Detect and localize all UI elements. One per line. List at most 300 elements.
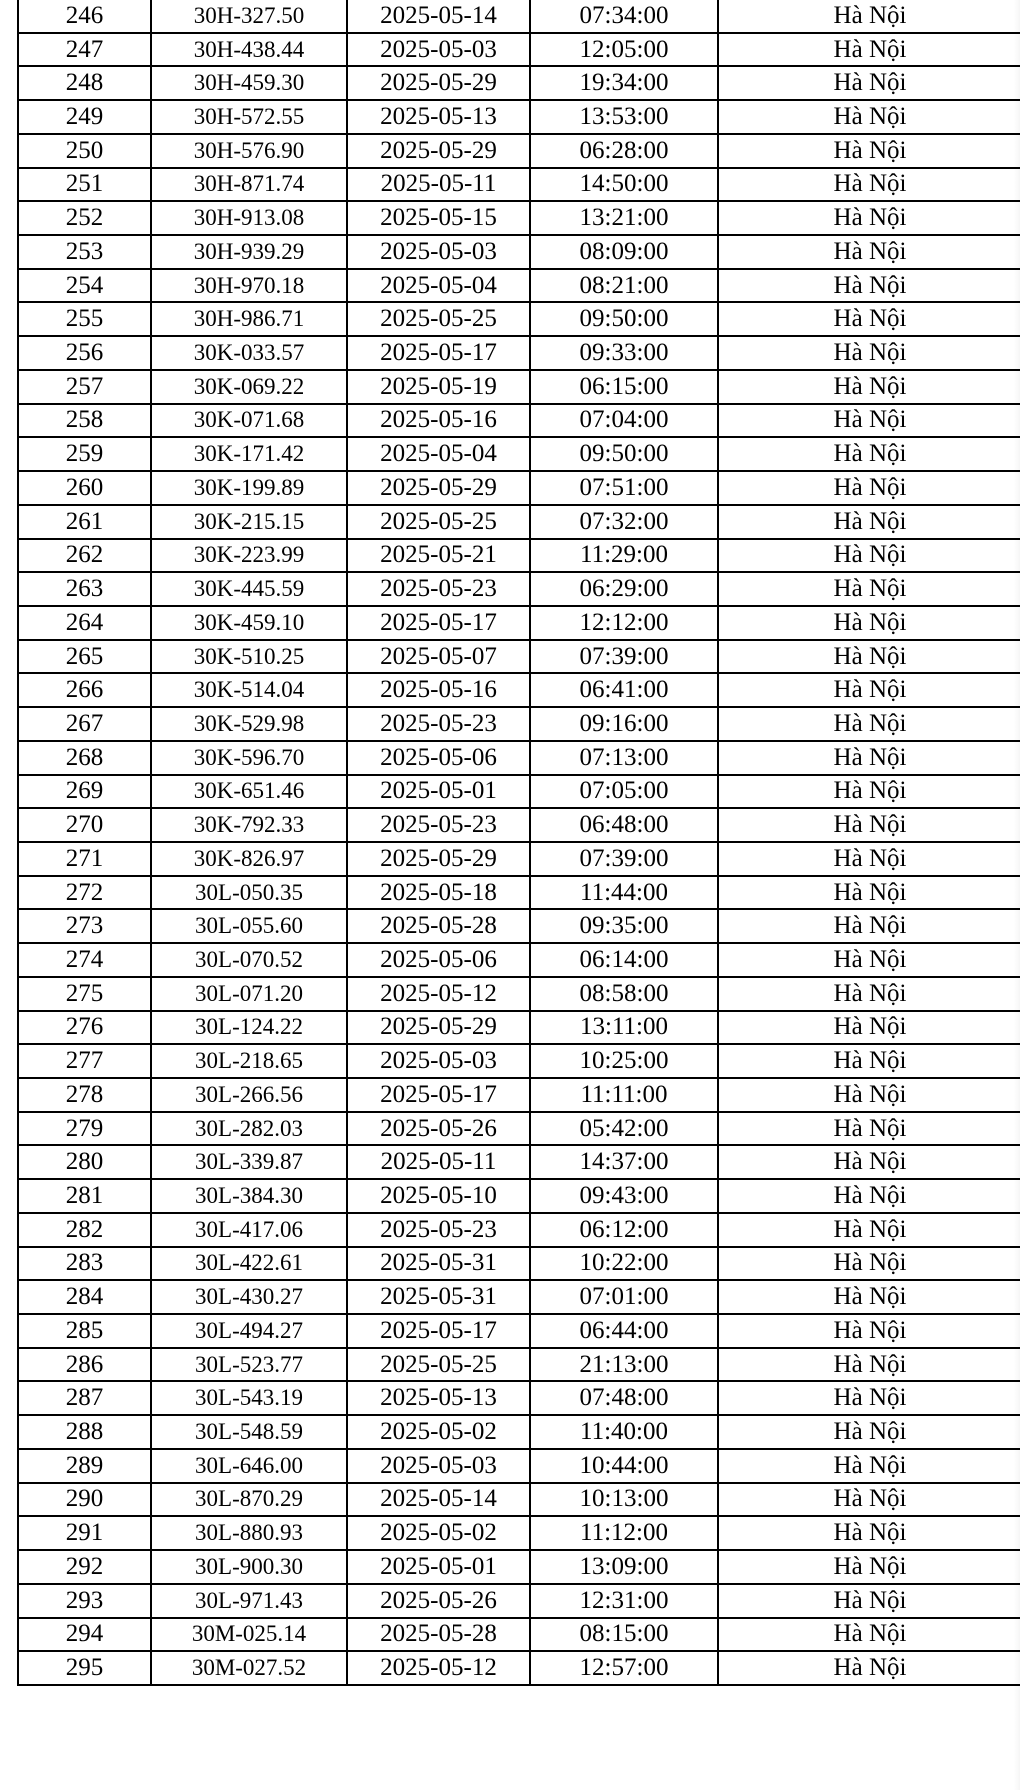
- license-plate-cell: 30H-970.18: [151, 269, 347, 303]
- license-plate-cell: 30L-870.29: [151, 1483, 347, 1517]
- license-plate-cell: 30K-510.25: [151, 640, 347, 674]
- location-cell: Hà Nội: [718, 404, 1020, 438]
- table-row: [18, 302, 1020, 336]
- time-cell: 08:21:00: [530, 269, 718, 303]
- row-number-cell: 264: [18, 606, 151, 640]
- row-number-cell: 255: [18, 302, 151, 336]
- table-row: [18, 1651, 1020, 1685]
- table-row: [18, 1449, 1020, 1483]
- time-cell: 10:13:00: [530, 1483, 718, 1517]
- date-cell: 2025-05-04: [347, 269, 530, 303]
- row-number-cell: 252: [18, 201, 151, 235]
- table-row: [18, 640, 1020, 674]
- time-cell: 10:22:00: [530, 1247, 718, 1281]
- location-cell: Hà Nội: [718, 606, 1020, 640]
- row-number-cell: 247: [18, 33, 151, 67]
- row-number-cell: 256: [18, 336, 151, 370]
- row-number-cell: 290: [18, 1483, 151, 1517]
- location-cell: Hà Nội: [718, 977, 1020, 1011]
- row-number-cell: 292: [18, 1550, 151, 1584]
- location-cell: Hà Nội: [718, 1651, 1020, 1685]
- violations-table: [17, 0, 1020, 1686]
- time-cell: 11:29:00: [530, 539, 718, 573]
- license-plate-cell: 30L-430.27: [151, 1280, 347, 1314]
- license-plate-cell: 30L-543.19: [151, 1381, 347, 1415]
- time-cell: 07:39:00: [530, 640, 718, 674]
- table-row: [18, 741, 1020, 775]
- table-row: [18, 134, 1020, 168]
- license-plate-cell: 30H-459.30: [151, 66, 347, 100]
- location-cell: Hà Nội: [718, 539, 1020, 573]
- row-number-cell: 263: [18, 572, 151, 606]
- row-number-cell: 285: [18, 1314, 151, 1348]
- location-cell: Hà Nội: [718, 640, 1020, 674]
- table-row: [18, 1381, 1020, 1415]
- date-cell: 2025-05-17: [347, 1314, 530, 1348]
- row-number-cell: 246: [18, 0, 151, 33]
- table-row: [18, 572, 1020, 606]
- date-cell: 2025-05-07: [347, 640, 530, 674]
- table-row: [18, 539, 1020, 573]
- date-cell: 2025-05-17: [347, 336, 530, 370]
- license-plate-cell: 30K-651.46: [151, 775, 347, 809]
- table-row: [18, 1550, 1020, 1584]
- license-plate-cell: 30L-071.20: [151, 977, 347, 1011]
- license-plate-cell: 30L-880.93: [151, 1516, 347, 1550]
- date-cell: 2025-05-25: [347, 505, 530, 539]
- location-cell: Hà Nội: [718, 471, 1020, 505]
- row-number-cell: 283: [18, 1247, 151, 1281]
- table-row: [18, 876, 1020, 910]
- location-cell: Hà Nội: [718, 100, 1020, 134]
- row-number-cell: 268: [18, 741, 151, 775]
- date-cell: 2025-05-29: [347, 1011, 530, 1045]
- license-plate-cell: 30K-071.68: [151, 404, 347, 438]
- table-row: [18, 1247, 1020, 1281]
- table-row: [18, 1516, 1020, 1550]
- table-row: [18, 505, 1020, 539]
- location-cell: Hà Nội: [718, 505, 1020, 539]
- license-plate-cell: 30L-218.65: [151, 1044, 347, 1078]
- license-plate-cell: 30L-417.06: [151, 1213, 347, 1247]
- table-row: [18, 201, 1020, 235]
- table-row: [18, 909, 1020, 943]
- row-number-cell: 261: [18, 505, 151, 539]
- license-plate-cell: 30K-529.98: [151, 707, 347, 741]
- row-number-cell: 260: [18, 471, 151, 505]
- license-plate-cell: 30L-548.59: [151, 1415, 347, 1449]
- time-cell: 07:05:00: [530, 775, 718, 809]
- time-cell: 09:33:00: [530, 336, 718, 370]
- license-plate-cell: 30K-069.22: [151, 370, 347, 404]
- location-cell: Hà Nội: [718, 1516, 1020, 1550]
- location-cell: Hà Nội: [718, 1314, 1020, 1348]
- row-number-cell: 287: [18, 1381, 151, 1415]
- license-plate-cell: 30L-523.77: [151, 1348, 347, 1382]
- license-plate-cell: 30L-494.27: [151, 1314, 347, 1348]
- time-cell: 07:01:00: [530, 1280, 718, 1314]
- time-cell: 13:09:00: [530, 1550, 718, 1584]
- location-cell: Hà Nội: [718, 1078, 1020, 1112]
- row-number-cell: 254: [18, 269, 151, 303]
- row-number-cell: 258: [18, 404, 151, 438]
- time-cell: 06:28:00: [530, 134, 718, 168]
- row-number-cell: 250: [18, 134, 151, 168]
- row-number-cell: 288: [18, 1415, 151, 1449]
- license-plate-cell: 30M-025.14: [151, 1618, 347, 1652]
- license-plate-cell: 30H-572.55: [151, 100, 347, 134]
- location-cell: Hà Nội: [718, 336, 1020, 370]
- time-cell: 06:44:00: [530, 1314, 718, 1348]
- table-row: [18, 1112, 1020, 1146]
- date-cell: 2025-05-31: [347, 1280, 530, 1314]
- time-cell: 07:48:00: [530, 1381, 718, 1415]
- time-cell: 09:43:00: [530, 1179, 718, 1213]
- date-cell: 2025-05-13: [347, 100, 530, 134]
- row-number-cell: 265: [18, 640, 151, 674]
- date-cell: 2025-05-14: [347, 1483, 530, 1517]
- time-cell: 10:25:00: [530, 1044, 718, 1078]
- license-plate-cell: 30K-826.97: [151, 842, 347, 876]
- license-plate-cell: 30L-070.52: [151, 943, 347, 977]
- location-cell: Hà Nội: [718, 1618, 1020, 1652]
- date-cell: 2025-05-03: [347, 1044, 530, 1078]
- table-row: [18, 437, 1020, 471]
- time-cell: 06:48:00: [530, 808, 718, 842]
- location-cell: Hà Nội: [718, 1550, 1020, 1584]
- row-number-cell: 291: [18, 1516, 151, 1550]
- row-number-cell: 281: [18, 1179, 151, 1213]
- license-plate-cell: 30K-445.59: [151, 572, 347, 606]
- time-cell: 10:44:00: [530, 1449, 718, 1483]
- row-number-cell: 272: [18, 876, 151, 910]
- time-cell: 07:13:00: [530, 741, 718, 775]
- date-cell: 2025-05-26: [347, 1584, 530, 1618]
- location-cell: Hà Nội: [718, 1044, 1020, 1078]
- table-row: [18, 1044, 1020, 1078]
- table-row: [18, 775, 1020, 809]
- date-cell: 2025-05-12: [347, 977, 530, 1011]
- license-plate-cell: 30K-033.57: [151, 336, 347, 370]
- date-cell: 2025-05-29: [347, 66, 530, 100]
- date-cell: 2025-05-25: [347, 302, 530, 336]
- time-cell: 06:14:00: [530, 943, 718, 977]
- location-cell: Hà Nội: [718, 1449, 1020, 1483]
- date-cell: 2025-05-29: [347, 471, 530, 505]
- time-cell: 06:41:00: [530, 673, 718, 707]
- date-cell: 2025-05-06: [347, 741, 530, 775]
- date-cell: 2025-05-16: [347, 404, 530, 438]
- time-cell: 09:50:00: [530, 302, 718, 336]
- time-cell: 11:12:00: [530, 1516, 718, 1550]
- date-cell: 2025-05-13: [347, 1381, 530, 1415]
- location-cell: Hà Nội: [718, 1280, 1020, 1314]
- row-number-cell: 280: [18, 1145, 151, 1179]
- table-row: [18, 977, 1020, 1011]
- location-cell: Hà Nội: [718, 572, 1020, 606]
- time-cell: 07:04:00: [530, 404, 718, 438]
- time-cell: 19:34:00: [530, 66, 718, 100]
- date-cell: 2025-05-03: [347, 1449, 530, 1483]
- time-cell: 12:12:00: [530, 606, 718, 640]
- row-number-cell: 270: [18, 808, 151, 842]
- table-row: [18, 1348, 1020, 1382]
- time-cell: 13:11:00: [530, 1011, 718, 1045]
- row-number-cell: 282: [18, 1213, 151, 1247]
- time-cell: 11:44:00: [530, 876, 718, 910]
- date-cell: 2025-05-01: [347, 1550, 530, 1584]
- license-plate-cell: 30H-913.08: [151, 201, 347, 235]
- location-cell: Hà Nội: [718, 1483, 1020, 1517]
- license-plate-cell: 30H-438.44: [151, 33, 347, 67]
- table-row: [18, 1145, 1020, 1179]
- row-number-cell: 295: [18, 1651, 151, 1685]
- date-cell: 2025-05-04: [347, 437, 530, 471]
- location-cell: Hà Nội: [718, 876, 1020, 910]
- location-cell: Hà Nội: [718, 134, 1020, 168]
- row-number-cell: 293: [18, 1584, 151, 1618]
- location-cell: Hà Nội: [718, 1011, 1020, 1045]
- table-row: [18, 1213, 1020, 1247]
- row-number-cell: 289: [18, 1449, 151, 1483]
- date-cell: 2025-05-17: [347, 606, 530, 640]
- row-number-cell: 253: [18, 235, 151, 269]
- time-cell: 08:58:00: [530, 977, 718, 1011]
- time-cell: 14:50:00: [530, 168, 718, 202]
- license-plate-cell: 30L-646.00: [151, 1449, 347, 1483]
- date-cell: 2025-05-14: [347, 0, 530, 33]
- time-cell: 08:15:00: [530, 1618, 718, 1652]
- location-cell: Hà Nội: [718, 1112, 1020, 1146]
- location-cell: Hà Nội: [718, 775, 1020, 809]
- time-cell: 09:50:00: [530, 437, 718, 471]
- table-row: [18, 269, 1020, 303]
- time-cell: 14:37:00: [530, 1145, 718, 1179]
- license-plate-cell: 30M-027.52: [151, 1651, 347, 1685]
- row-number-cell: 259: [18, 437, 151, 471]
- location-cell: Hà Nội: [718, 201, 1020, 235]
- table-row: [18, 168, 1020, 202]
- row-number-cell: 286: [18, 1348, 151, 1382]
- table-row: [18, 66, 1020, 100]
- date-cell: 2025-05-02: [347, 1516, 530, 1550]
- location-cell: Hà Nội: [718, 1213, 1020, 1247]
- license-plate-cell: 30K-596.70: [151, 741, 347, 775]
- date-cell: 2025-05-28: [347, 1618, 530, 1652]
- license-plate-cell: 30H-986.71: [151, 302, 347, 336]
- time-cell: 09:16:00: [530, 707, 718, 741]
- license-plate-cell: 30K-215.15: [151, 505, 347, 539]
- location-cell: Hà Nội: [718, 370, 1020, 404]
- row-number-cell: 266: [18, 673, 151, 707]
- license-plate-cell: 30L-050.35: [151, 876, 347, 910]
- date-cell: 2025-05-18: [347, 876, 530, 910]
- date-cell: 2025-05-16: [347, 673, 530, 707]
- license-plate-cell: 30L-971.43: [151, 1584, 347, 1618]
- table-row: [18, 33, 1020, 67]
- table-row: [18, 1415, 1020, 1449]
- row-number-cell: 284: [18, 1280, 151, 1314]
- table-body: [18, 0, 1020, 1685]
- license-plate-cell: 30L-422.61: [151, 1247, 347, 1281]
- row-number-cell: 257: [18, 370, 151, 404]
- time-cell: 13:53:00: [530, 100, 718, 134]
- license-plate-cell: 30K-792.33: [151, 808, 347, 842]
- date-cell: 2025-05-02: [347, 1415, 530, 1449]
- license-plate-cell: 30K-514.04: [151, 673, 347, 707]
- location-cell: Hà Nội: [718, 437, 1020, 471]
- time-cell: 07:34:00: [530, 0, 718, 33]
- row-number-cell: 249: [18, 100, 151, 134]
- date-cell: 2025-05-21: [347, 539, 530, 573]
- table-row: [18, 235, 1020, 269]
- row-number-cell: 294: [18, 1618, 151, 1652]
- location-cell: Hà Nội: [718, 0, 1020, 33]
- time-cell: 07:39:00: [530, 842, 718, 876]
- time-cell: 05:42:00: [530, 1112, 718, 1146]
- location-cell: Hà Nội: [718, 808, 1020, 842]
- row-number-cell: 262: [18, 539, 151, 573]
- table-row: [18, 707, 1020, 741]
- location-cell: Hà Nội: [718, 1381, 1020, 1415]
- table-row: [18, 1314, 1020, 1348]
- date-cell: 2025-05-31: [347, 1247, 530, 1281]
- location-cell: Hà Nội: [718, 909, 1020, 943]
- location-cell: Hà Nội: [718, 707, 1020, 741]
- date-cell: 2025-05-19: [347, 370, 530, 404]
- location-cell: Hà Nội: [718, 673, 1020, 707]
- license-plate-cell: 30L-055.60: [151, 909, 347, 943]
- license-plate-cell: 30H-939.29: [151, 235, 347, 269]
- location-cell: Hà Nội: [718, 842, 1020, 876]
- table-row: [18, 842, 1020, 876]
- table-row: [18, 1280, 1020, 1314]
- location-cell: Hà Nội: [718, 235, 1020, 269]
- row-number-cell: 279: [18, 1112, 151, 1146]
- time-cell: 07:51:00: [530, 471, 718, 505]
- table-row: [18, 1179, 1020, 1213]
- table-row: [18, 606, 1020, 640]
- time-cell: 12:57:00: [530, 1651, 718, 1685]
- row-number-cell: 271: [18, 842, 151, 876]
- table-row: [18, 370, 1020, 404]
- row-number-cell: 267: [18, 707, 151, 741]
- location-cell: Hà Nội: [718, 269, 1020, 303]
- table-row: [18, 0, 1020, 33]
- table-row: [18, 336, 1020, 370]
- location-cell: Hà Nội: [718, 943, 1020, 977]
- license-plate-cell: 30K-171.42: [151, 437, 347, 471]
- license-plate-cell: 30K-223.99: [151, 539, 347, 573]
- license-plate-cell: 30H-576.90: [151, 134, 347, 168]
- date-cell: 2025-05-10: [347, 1179, 530, 1213]
- date-cell: 2025-05-29: [347, 842, 530, 876]
- table-row: [18, 808, 1020, 842]
- row-number-cell: 276: [18, 1011, 151, 1045]
- location-cell: Hà Nội: [718, 1247, 1020, 1281]
- location-cell: Hà Nội: [718, 1179, 1020, 1213]
- license-plate-cell: 30H-871.74: [151, 168, 347, 202]
- date-cell: 2025-05-03: [347, 33, 530, 67]
- date-cell: 2025-05-23: [347, 1213, 530, 1247]
- table-row: [18, 471, 1020, 505]
- date-cell: 2025-05-17: [347, 1078, 530, 1112]
- time-cell: 12:31:00: [530, 1584, 718, 1618]
- location-cell: Hà Nội: [718, 1415, 1020, 1449]
- date-cell: 2025-05-11: [347, 168, 530, 202]
- row-number-cell: 248: [18, 66, 151, 100]
- time-cell: 06:15:00: [530, 370, 718, 404]
- table-row: [18, 673, 1020, 707]
- table-row: [18, 943, 1020, 977]
- table-row: [18, 1011, 1020, 1045]
- date-cell: 2025-05-11: [347, 1145, 530, 1179]
- time-cell: 07:32:00: [530, 505, 718, 539]
- date-cell: 2025-05-03: [347, 235, 530, 269]
- license-plate-cell: 30L-339.87: [151, 1145, 347, 1179]
- date-cell: 2025-05-23: [347, 808, 530, 842]
- license-plate-cell: 30K-459.10: [151, 606, 347, 640]
- table-row: [18, 404, 1020, 438]
- date-cell: 2025-05-29: [347, 134, 530, 168]
- license-plate-cell: 30K-199.89: [151, 471, 347, 505]
- location-cell: Hà Nội: [718, 1348, 1020, 1382]
- row-number-cell: 269: [18, 775, 151, 809]
- table-row: [18, 1078, 1020, 1112]
- table-row: [18, 1584, 1020, 1618]
- license-plate-cell: 30L-124.22: [151, 1011, 347, 1045]
- license-plate-cell: 30L-900.30: [151, 1550, 347, 1584]
- row-number-cell: 278: [18, 1078, 151, 1112]
- time-cell: 11:40:00: [530, 1415, 718, 1449]
- date-cell: 2025-05-25: [347, 1348, 530, 1382]
- table-row: [18, 100, 1020, 134]
- time-cell: 11:11:00: [530, 1078, 718, 1112]
- time-cell: 06:12:00: [530, 1213, 718, 1247]
- date-cell: 2025-05-23: [347, 707, 530, 741]
- license-plate-cell: 30H-327.50: [151, 0, 347, 33]
- license-plate-cell: 30L-384.30: [151, 1179, 347, 1213]
- page-edge: [1014, 0, 1020, 1790]
- time-cell: 06:29:00: [530, 572, 718, 606]
- row-number-cell: 273: [18, 909, 151, 943]
- date-cell: 2025-05-01: [347, 775, 530, 809]
- table-row: [18, 1483, 1020, 1517]
- location-cell: Hà Nội: [718, 1145, 1020, 1179]
- location-cell: Hà Nội: [718, 168, 1020, 202]
- time-cell: 13:21:00: [530, 201, 718, 235]
- time-cell: 09:35:00: [530, 909, 718, 943]
- location-cell: Hà Nội: [718, 33, 1020, 67]
- table-row: [18, 1618, 1020, 1652]
- location-cell: Hà Nội: [718, 1584, 1020, 1618]
- row-number-cell: 275: [18, 977, 151, 1011]
- location-cell: Hà Nội: [718, 741, 1020, 775]
- row-number-cell: 274: [18, 943, 151, 977]
- date-cell: 2025-05-06: [347, 943, 530, 977]
- date-cell: 2025-05-28: [347, 909, 530, 943]
- time-cell: 12:05:00: [530, 33, 718, 67]
- location-cell: Hà Nội: [718, 66, 1020, 100]
- license-plate-cell: 30L-266.56: [151, 1078, 347, 1112]
- date-cell: 2025-05-26: [347, 1112, 530, 1146]
- time-cell: 21:13:00: [530, 1348, 718, 1382]
- date-cell: 2025-05-23: [347, 572, 530, 606]
- date-cell: 2025-05-15: [347, 201, 530, 235]
- location-cell: Hà Nội: [718, 302, 1020, 336]
- date-cell: 2025-05-12: [347, 1651, 530, 1685]
- license-plate-cell: 30L-282.03: [151, 1112, 347, 1146]
